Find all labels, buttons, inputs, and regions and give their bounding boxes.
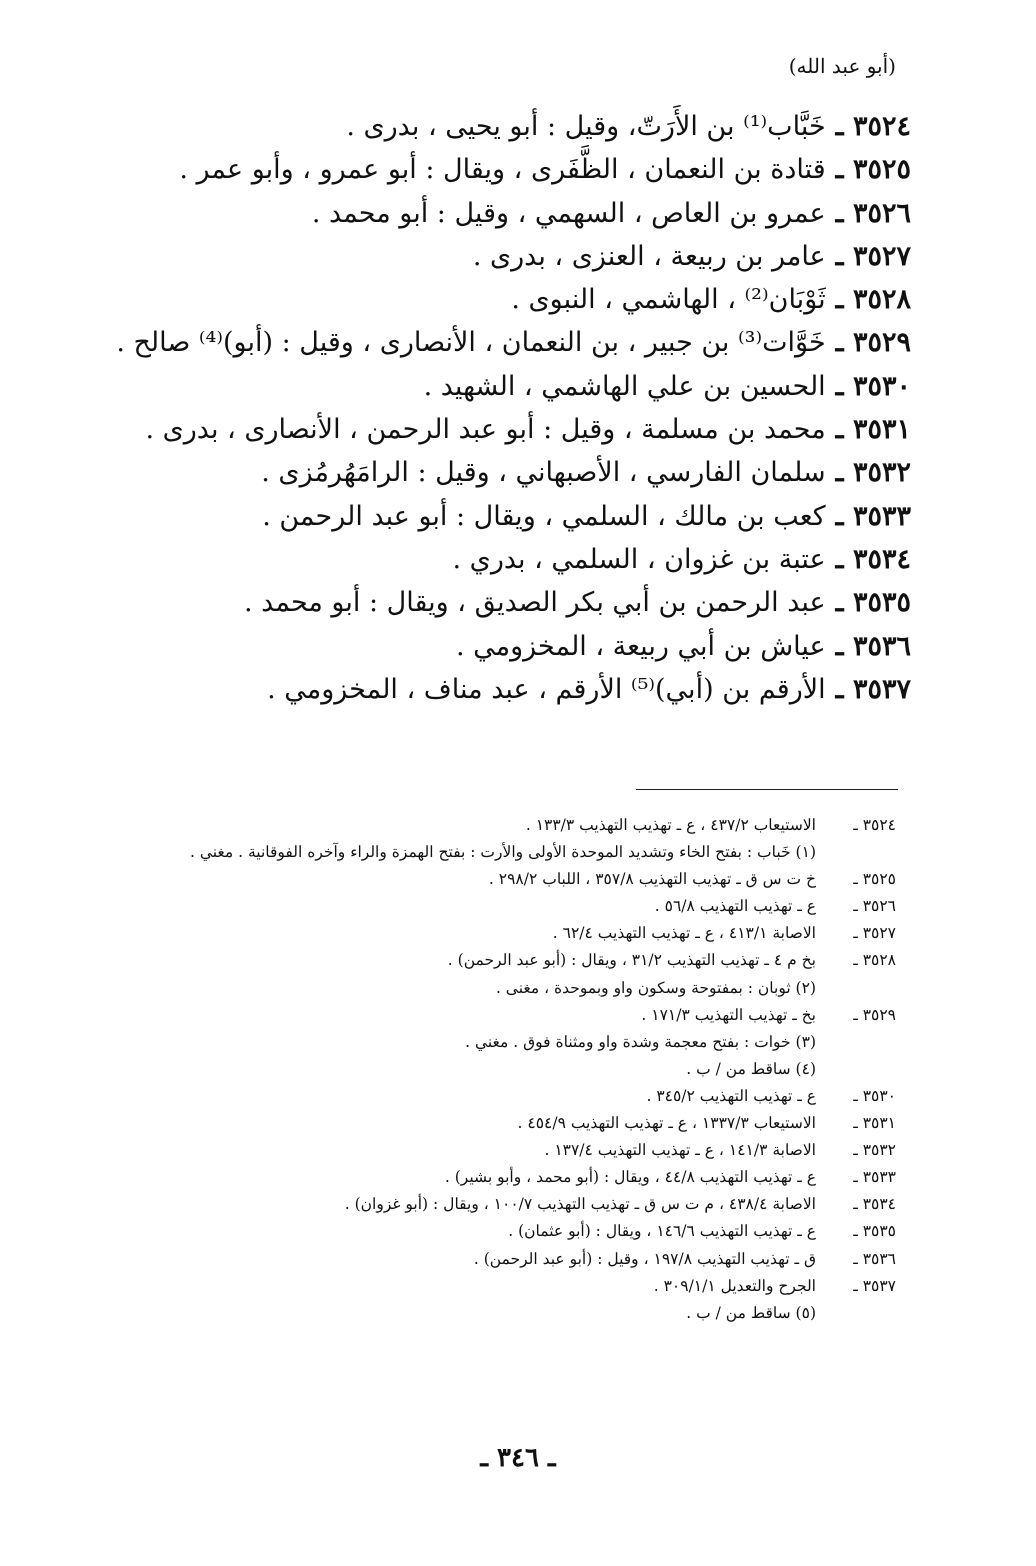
footnote-row (136, 866, 896, 893)
footnote-row (136, 1137, 896, 1164)
entry-text: عبد الرحمن بن أبي بكر الصديق ، ويقال : أبو محمد . (244, 587, 826, 619)
footnote-row (136, 1246, 896, 1273)
entry-row (121, 668, 911, 711)
footnote-row (136, 1110, 896, 1137)
footnote-number: ٣٥٣٢ ـ (853, 1141, 896, 1160)
footnote-number: ٣٥٢٥ ـ (853, 870, 896, 889)
footnote-text: (١) خَباب : بفتح الخاء وتشديد الموحدة الأولى والأرت : بفتح الهمزة والراء وآخره الفوقانية . مغني . (189, 843, 816, 862)
footnote-number (816, 1029, 896, 1056)
entry-row (121, 235, 911, 278)
footnote-row (136, 839, 896, 866)
entry-number: ٣٥٣٣ ـ (835, 500, 911, 532)
footnote-divider (636, 789, 898, 790)
footnote-row (136, 812, 896, 839)
entry-row (121, 192, 911, 235)
footnote-row (136, 1083, 896, 1110)
footnote-text: (٥) ساقط من / ب . (686, 1303, 816, 1322)
footnote-number: ٣٥٣٦ ـ (853, 1249, 896, 1268)
entry-row (121, 148, 911, 191)
entry-number: ٣٥٢٩ ـ (835, 327, 911, 359)
entry-row (121, 365, 911, 408)
footnote-row (136, 1164, 896, 1191)
entry-text: خَوَّات⁽³⁾ بن جبير ، بن النعمان ، الأنصارى ، وقيل : (أبو)⁽⁴⁾ صالح . (116, 327, 826, 359)
footnote-text: ق ـ تهذيب التهذيب ١٩٧/٨ ، وقيل : (أبو عبد الرحمن) . (473, 1249, 816, 1268)
footnote-number: ٣٥٢٦ ـ (853, 897, 896, 916)
footnote-number (816, 1056, 896, 1083)
footnote-number: ٣٥٢٤ ـ (853, 816, 896, 834)
page-number-text: ـ ٣٤٦ ـ (480, 1443, 556, 1473)
entry-number: ٣٥٣٥ ـ (835, 587, 911, 619)
entry-text: خَبَّاب⁽¹⁾ بن الأَرَتّ، وقيل : أبو يحيى ، بدرى . (346, 111, 826, 142)
entry-text: الحسين بن علي الهاشمي ، الشهيد . (423, 370, 826, 402)
entry-text: عمرو بن العاص ، السهمي ، وقيل : أبو محمد . (311, 197, 826, 229)
footnote-number (816, 975, 896, 1002)
footnote-row (136, 1218, 896, 1245)
footnote-text: الاصابة ١٤١/٣ ، ع ـ تهذيب التهذيب ١٣٧/٤ . (544, 1141, 816, 1160)
running-head: (أبو عبد الله) (788, 54, 896, 78)
footnote-number: ٣٥٣٣ ـ (853, 1168, 896, 1187)
entry-number: ٣٥٣٦ ـ (835, 630, 911, 662)
footnote-text: (٢) ثوبان : بمفتوحة وسكون واو وبموحدة ، مغنى . (495, 978, 816, 997)
entry-row (121, 408, 911, 451)
entry-number: ٣٥٢٦ ـ (835, 197, 911, 229)
footnote-number: ٣٥٣١ ـ (853, 1114, 896, 1133)
footnote-text: بخ ـ تهذيب التهذيب ١٧١/٣ . (641, 1005, 816, 1024)
footnote-text: الجرح والتعديل ٣٠٩/١/١ . (653, 1276, 816, 1295)
footnote-text: الاصابة ٤١٣/١ ، ع ـ تهذيب التهذيب ٦٢/٤ . (552, 924, 816, 943)
entry-number: ٣٥٣١ ـ (835, 414, 911, 446)
footnote-row (136, 893, 896, 920)
footnote-text: ع ـ تهذيب التهذيب ٥٦/٨ . (654, 897, 816, 916)
entry-row (121, 451, 911, 494)
entry-text: عتبة بن غزوان ، السلمي ، بدري . (452, 543, 826, 575)
page-number (0, 1440, 1036, 1476)
entry-text: محمد بن مسلمة ، وقيل : أبو عبد الرحمن ، الأنصارى ، بدرى . (145, 414, 826, 446)
footnote-text: بخ م ٤ ـ تهذيب التهذيب ٣١/٢ ، ويقال : (أبو عبد الرحمن) . (447, 951, 816, 970)
entry-row (116, 321, 911, 364)
footnote-number: ٣٥٣٧ ـ (853, 1276, 896, 1295)
footnote-row (136, 947, 896, 974)
footnote-text: الاصابة ٤٣٨/٤ ، م ت س ق ـ تهذيب التهذيب ١٠٠/٧ ، ويقال : (أبو غزوان) . (344, 1195, 816, 1214)
footnote-number: ٣٥٢٩ ـ (853, 1005, 896, 1024)
footnote-number: ٣٥٣٤ ـ (853, 1195, 896, 1214)
footnote-row (136, 1300, 896, 1327)
footnote-row (136, 975, 896, 1002)
footnotes-list (136, 812, 896, 1327)
entry-number: ٣٥٢٤ ـ (835, 111, 911, 142)
footnote-row (136, 1002, 896, 1029)
footnote-number: ٣٥٣٠ ـ (853, 1086, 896, 1105)
footnote-text: ع ـ تهذيب التهذيب ١٤٦/٦ ، ويقال : (أبو عثمان) . (508, 1222, 816, 1241)
entry-text: عامر بن ربيعة ، العنزى ، بدرى . (472, 240, 826, 272)
entry-row (121, 581, 911, 624)
footnote-row (136, 1191, 896, 1218)
entry-text: عياش بن أبي ربيعة ، المخزومي . (455, 630, 826, 662)
entry-row (121, 278, 911, 321)
footnote-text: خ ت س ق ـ تهذيب التهذيب ٣٥٧/٨ ، اللباب ٢٩٨/٢ . (488, 870, 816, 889)
footnote-row (136, 1056, 896, 1083)
entries-list (116, 105, 911, 711)
footnote-text: (٤) ساقط من / ب . (686, 1059, 816, 1078)
entry-text: كعب بن مالك ، السلمي ، ويقال : أبو عبد الرحمن . (262, 500, 826, 532)
entry-text: سلمان الفارسي ، الأصبهاني ، وقيل : الرامَهُرمُزى . (261, 457, 826, 489)
footnote-number (816, 1300, 896, 1327)
footnote-text: (٣) خوات : بفتح معجمة وشدة واو ومثناة فوق . مغني . (465, 1032, 816, 1051)
entry-number: ٣٥٣٠ ـ (835, 370, 911, 402)
footnote-text: الاستيعاب ١٣٣٧/٣ ، ع ـ تهذيب التهذيب ٤٥٤/٩ . (517, 1114, 816, 1133)
footnote-row (136, 1273, 896, 1300)
entry-number: ٣٥٢٨ ـ (835, 284, 911, 316)
footnote-text: ع ـ تهذيب التهذيب ٣٤٥/٢ . (646, 1086, 816, 1105)
entry-row (121, 538, 911, 581)
footnote-row (136, 920, 896, 947)
entry-text: الأرقم بن (أبي)⁽⁵⁾ الأرقم ، عبد مناف ، المخزومي . (267, 673, 826, 705)
entry-number: ٣٥٢٧ ـ (835, 240, 911, 272)
entry-row (121, 495, 911, 538)
entry-row (121, 105, 911, 148)
footnote-number (816, 839, 896, 866)
entry-text: قتادة بن النعمان ، الظَّفَرى ، ويقال : أبو عمرو ، وأبو عمر . (179, 154, 826, 186)
entry-number: ٣٥٢٥ ـ (835, 154, 911, 186)
footnote-number: ٣٥٢٧ ـ (853, 924, 896, 943)
footnote-number: ٣٥٣٥ ـ (853, 1222, 896, 1241)
entry-text: ثَوْبَان⁽²⁾ ، الهاشمي ، النبوى . (511, 284, 826, 316)
entry-number: ٣٥٣٢ ـ (835, 457, 911, 489)
entry-row (121, 625, 911, 668)
entry-number: ٣٥٣٤ ـ (835, 543, 911, 575)
footnote-row (136, 1029, 896, 1056)
footnote-text: ع ـ تهذيب التهذيب ٤٤/٨ ، ويقال : (أبو محمد ، وأبو بشير) . (444, 1168, 816, 1187)
entry-number: ٣٥٣٧ ـ (835, 673, 911, 705)
footnote-text: الاستيعاب ٤٣٧/٢ ، ع ـ تهذيب التهذيب ١٣٣/٣ . (525, 816, 816, 834)
footnote-number: ٣٥٢٨ ـ (853, 951, 896, 970)
